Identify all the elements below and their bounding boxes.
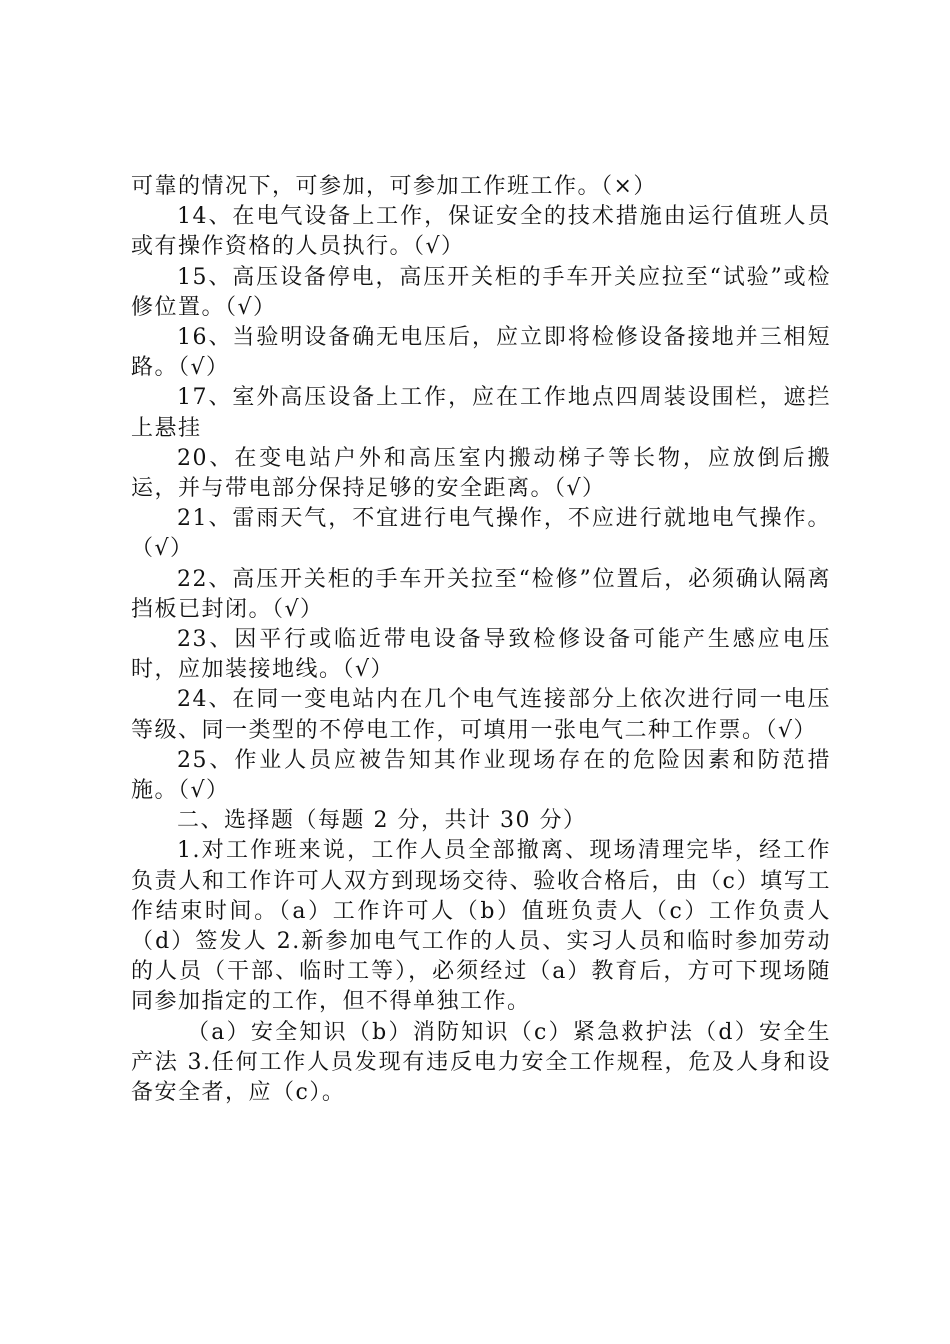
document-body xyxy=(131,172,831,1108)
question-22: 22、高压开关柜的手车开关拉至“检修”位置后，必须确认隔离挡板已封闭。（√） xyxy=(131,566,831,622)
question-20: 20、在变电站户外和高压室内搬动梯子等长物，应放倒后搬运，并与带电部分保持足够的安全距离。（√） xyxy=(131,445,831,502)
question-14: 14、在电气设备上工作，保证安全的技术措施由运行值班人员或有操作资格的人员执行。（√） xyxy=(131,204,831,260)
section-heading-choice: 二、选择题（每题 2 分，共计 30 分） xyxy=(177,808,587,834)
question-25: 25、作业人员应被告知其作业现场存在的危险因素和防范措施。（√） xyxy=(131,747,831,804)
question-21: 21、雷雨天气，不宜进行电气操作，不应进行就地电气操作。（√） xyxy=(131,506,831,562)
question-24: 24、在同一变电站内在几个电气连接部分上依次进行同一电压等级、同一类型的不停电工作，可填用一张电气二种工作票。（√） xyxy=(131,687,831,743)
choice-options-and-question-3: （a）安全知识（b）消防知识（c）紧急救护法（d）安全生产法 3.任何工作人员发现有违反电力安全工作规程，危及人身和设备安全者，应（c）。 xyxy=(131,1019,831,1106)
question-23: 23、因平行或临近带电设备导致检修设备可能产生感应电压时，应加装接地线。（√） xyxy=(131,627,831,683)
paragraph-continuation: 可靠的情况下，可参加，可参加工作班工作。（×） xyxy=(131,174,657,199)
question-17: 17、室外高压设备上工作，应在工作地点四周装设围栏，遮拦上悬挂 xyxy=(131,385,831,441)
question-16: 16、当验明设备确无电压后，应立即将检修设备接地并三相短路。（√） xyxy=(131,325,831,381)
question-15: 15、高压设备停电，高压开关柜的手车开关应拉至“试验”或检修位置。（√） xyxy=(131,264,831,320)
choice-question-1-2: 1.对工作班来说，工作人员全部撤离、现场清理完毕，经工作负责人和工作许可人双方到现场交待、验收合格后，由（c）填写工作结束时间。（a）工作许可人（b）值班负责人（c）工作负责人（d）签发人 2.新参加电气工作的人员、实习人员和临时参加劳动的人员（干部、临时工等），必须经过（a）教育后，方可下现场随同参加指定的工作，但不得单独工作。 xyxy=(131,838,831,1015)
